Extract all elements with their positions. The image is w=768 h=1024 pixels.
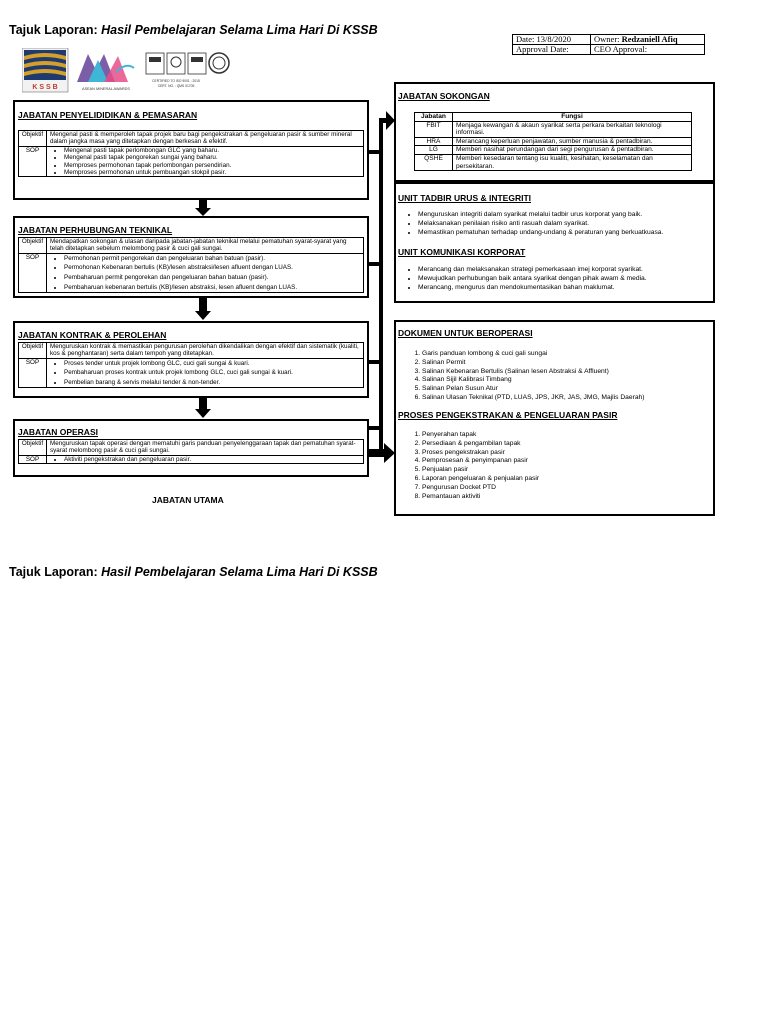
sokongan-title: JABATAN SOKONGAN [398, 91, 490, 101]
list-item: 3. Proses pengekstrakan pasir [422, 449, 722, 458]
list-item: • Mengenal pasti tapak perlombongan GLC yang baharu. [64, 147, 360, 154]
owner-name: Redzaniell Afiq [621, 34, 678, 44]
objektif-text: Menguruskan tapak operasi dengan mematuhi garis panduan penyelenggaraan tapak dan pematuhan syarat-syarat melombong pasir & cuci gali sungai. [47, 440, 364, 456]
ceo-approval-cell: CEO Approval: [591, 45, 705, 55]
integriti-list [402, 211, 718, 237]
list-item: 2. Persediaan & pengambilan tapak [422, 440, 722, 449]
title-text: Hasil Pembelajaran Selama Lima Hari Di KSSB [101, 23, 378, 37]
dokumen-title: DOKUMEN UNTUK BEROPERASI [398, 328, 533, 338]
list-item: 7. Pengurusan Docket PTD [422, 484, 722, 493]
dept-title: JABATAN PENYELIDIDIKAN & PEMASARAN [18, 110, 198, 120]
list-item: • Melaksanakan penilaian risiko anti rasuah dalam syarikat. [418, 220, 718, 229]
list-item: • Mengenal pasti tapak pengorekan sungai yang baharu. [64, 154, 360, 161]
list-item: • Pembelian barang & servis melalui tender & non-tender. [64, 378, 360, 387]
list-item: • Proses tender untuk projek lombong GLC, cuci gali sungai & kuari. [64, 359, 360, 368]
list-item: 5. Penjualan pasir [422, 466, 722, 475]
list-item: 1. Garis panduan lombong & cuci gali sungai [422, 350, 722, 359]
list-item: • Pembaharuan kebenaran bertulis (KB)/lesen abstraksi, lesen afluent dengan LUAS. [64, 283, 360, 293]
table-row: QSHE Memberi kesedaran tentang isu kualiti, kesihatan, keselamatan dan persekitaran. [415, 154, 692, 170]
table-row: LG Memberi nasihat perundangan dari segi pengurusan & pentadbiran. [415, 146, 692, 155]
jabatan-utama-label: JABATAN UTAMA [152, 495, 224, 505]
proses-list [404, 431, 722, 501]
dept-title: JABATAN KONTRAK & PEROLEHAN [18, 330, 167, 340]
owner-cell: Owner: Redzaniell Afiq [591, 35, 705, 45]
list-item: • Permohonan permit pengorekan dan pengeluaran bahan batuan (pasir). [64, 254, 360, 264]
sop-label: SOP [19, 146, 47, 177]
list-item: • Memastikan pematuhan terhadap undang-undang & peraturan yang berkuatkuasa. [418, 229, 718, 238]
list-item: 6. Salinan Ulasan Teknikal (PTD, LUAS, JPS, JKR, JAS, JMG, Majlis Daerah) [422, 394, 722, 403]
page-title-repeat [9, 565, 378, 579]
list-item: • Memproses permohonan untuk pembuangan stokpil pasir. [64, 169, 360, 176]
sop-label: SOP [19, 253, 47, 292]
komunikasi-title: UNIT KOMUNIKASI KORPORAT [398, 247, 526, 257]
title-label: Tajuk Laporan: [9, 23, 98, 37]
sokongan-table [414, 112, 692, 171]
vertical-connector-line [369, 118, 383, 454]
list-item: • Permohonan Kebenaran bertulis (KB)/lesen abstraksi/lesen afluent dengan LUAS. [64, 263, 360, 273]
title-label: Tajuk Laporan: [9, 565, 98, 579]
table-row: FBIT Menjaga kewangan & akaun syarikat serta perkara berkaitan teknologi informasi. [415, 121, 692, 137]
proses-title: PROSES PENGEKSTRAKAN & PENGELUARAN PASIR [398, 410, 618, 420]
sop-label: SOP [19, 358, 47, 387]
list-item: • Aktiviti pengekstrakan dan pengeluaran pasir. [64, 456, 360, 463]
date-cell: Date: 13/8/2020 [513, 35, 591, 45]
list-item: • Merancang dan melaksanakan strategi pemerkasaan imej korporat syarikat. [418, 266, 718, 275]
objektif-label: Objektif [19, 131, 47, 147]
list-item: • Merancang, mengurus dan mendokumentasikan bahan maklumat. [418, 284, 718, 293]
svg-text:K S S B: K S S B [32, 84, 58, 91]
dept-title: JABATAN OPERASI [18, 427, 98, 437]
col-jabatan: Jabatan [415, 113, 453, 122]
list-item: • Memproses permohonan tapak perlombongan persendirian. [64, 162, 360, 169]
dokumen-list [404, 350, 722, 403]
objektif-label: Objektif [19, 343, 47, 359]
integriti-title: UNIT TADBIR URUS & INTEGRITI [398, 193, 532, 203]
list-item: 3. Salinan Kebenaran Bertulis (Salinan lesen Abstraksi & Affluent) [422, 368, 722, 377]
svg-text:CERTIFIED TO ISO 9001 : 2015: CERTIFIED TO ISO 9001 : 2015 [152, 79, 200, 83]
down-arrow-icon [195, 200, 211, 216]
down-arrow-icon [195, 298, 211, 320]
svg-text:CERT. NO. : QMS 01705: CERT. NO. : QMS 01705 [157, 84, 195, 88]
title-text: Hasil Pembelajaran Selama Lima Hari Di KSSB [101, 565, 378, 579]
objektif-text: Mengenal pasti & memperoleh tapak projek baru bagi pengekstrakan & pengeluaran pasir & sumber mineral dalam jangka masa yang ditetapkan dengan berkesan & efektif. [47, 131, 364, 147]
list-item: 1. Penyerahan tapak [422, 431, 722, 440]
list-item: • Pembaharuan proses kontrak untuk projek lombong GLC, cuci gali sungai & kuari. [64, 368, 360, 377]
list-item: • Mewujudkan perhubungan baik antara syarikat dengan pihak awam & media. [418, 275, 718, 284]
list-item: • Menguruskan integriti dalam syarikat melalui tadbir urus korporat yang baik. [418, 211, 718, 220]
list-item: 4. Pemprosesan & penyimpanan pasir [422, 457, 722, 466]
list-item: 4. Salinan Sijil Kalibrasi Timbang [422, 376, 722, 385]
objektif-label: Objektif [19, 440, 47, 456]
list-item: 5. Salinan Pelan Susun Atur [422, 385, 722, 394]
list-item: • Pembaharuan permit pengorekan dan pengeluaran bahan batuan (pasir). [64, 273, 360, 283]
objektif-text: Mendapatkan sokongan & ulasan daripada jabatan-jabatan teknikal melalui pematuhan syarat-syarat yang telah ditetapkan sebelum melombong pasir & cuci gali sungai. [47, 238, 364, 254]
down-arrow-icon [195, 398, 211, 418]
table-row: HRA Merancang keperluan penjawatan, sumber manusia & pentadbiran. [415, 137, 692, 146]
col-fungsi: Fungsi [453, 113, 692, 122]
objektif-text: Menguruskan kontrak & memastikan pengurusan perolehan dikendalikan dengan efektif dan sistematik (kualiti, kos & penghantaran) serta dalam tempoh yang ditetapkan. [47, 343, 364, 359]
svg-text:ASEAN MINERAL AWARDS: ASEAN MINERAL AWARDS [82, 87, 130, 91]
list-item: 2. Salinan Permit [422, 359, 722, 368]
objektif-label: Objektif [19, 238, 47, 254]
komunikasi-list [402, 266, 718, 292]
list-item: 8. Pemantauan aktiviti [422, 493, 722, 502]
approval-date-cell: Approval Date: [513, 45, 591, 55]
sop-label: SOP [19, 455, 47, 463]
dept-title: JABATAN PERHUBUNGAN TEKNIKAL [18, 225, 173, 235]
list-item: 6. Laporan pengeluaran & penjualan pasir [422, 475, 722, 484]
